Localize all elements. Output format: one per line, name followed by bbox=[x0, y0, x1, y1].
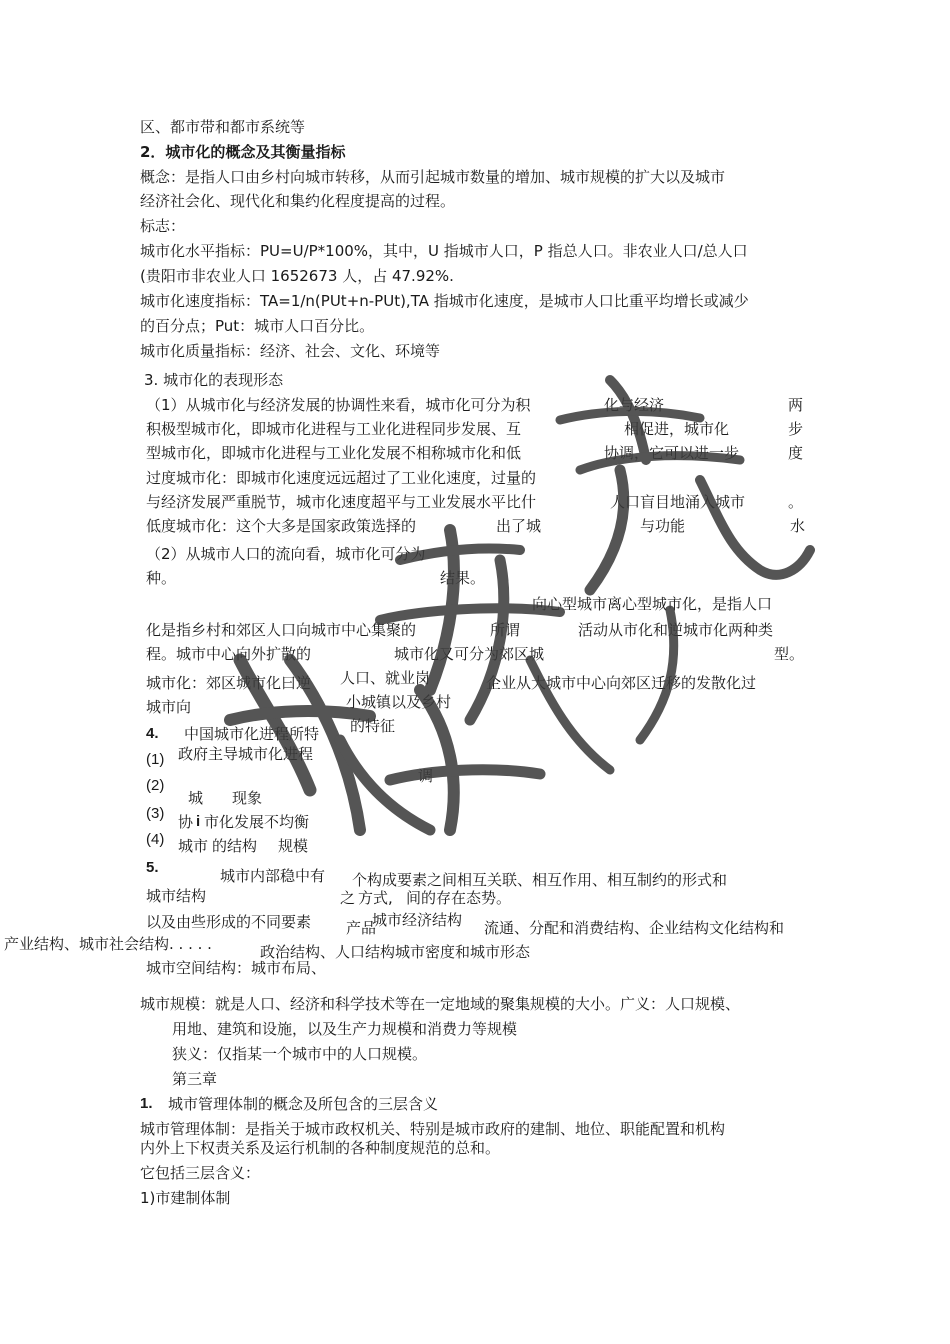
text-fragment: 之 bbox=[340, 889, 356, 907]
list-marker: (1) bbox=[146, 751, 165, 768]
text-fragment: 结果。 bbox=[440, 569, 486, 587]
text-line: 化是指乡村和郊区人口向城市中心集聚的 bbox=[146, 621, 417, 639]
text-line: 内外上下权责关系及运行机制的各种制度规范的总和。 bbox=[140, 1139, 501, 1157]
text-fragment: 人口盲目地涌入城市 bbox=[610, 493, 746, 511]
text-fragment: 水 bbox=[790, 517, 806, 535]
text-fragment: 型。 bbox=[774, 645, 805, 663]
text-line: 低度城市化：这个大多是国家政策选择的 bbox=[146, 517, 417, 535]
text-fragment: 协调，它可以进一步 bbox=[604, 444, 740, 462]
text-line: 1)市建制体制 bbox=[140, 1189, 231, 1207]
text-fragment: 人口、就业岗 bbox=[340, 669, 431, 687]
text-line: 标志： bbox=[140, 217, 186, 235]
section-number: 5. bbox=[146, 859, 159, 876]
text-line: 城市化水平指标：PU=U/P*100%，其中，U 指城市人口，P 指总人口。非农业人口/总人口 bbox=[140, 242, 748, 260]
text-fragment: 城市化又可分为郊区城 bbox=[394, 645, 545, 663]
text-line: 经济社会化、现代化和集约化程度提高的过程。 bbox=[140, 192, 456, 210]
text-fragment: 产品 bbox=[346, 919, 377, 937]
text-line: (贵阳市非农业人口 1652673 人，占 47.92%. bbox=[140, 267, 454, 285]
text-fragment: 的结构 bbox=[212, 837, 258, 855]
text-line: （2）从城市人口的流向看，城市化可分为 bbox=[146, 545, 426, 563]
text-line: （1）从城市化与经济发展的协调性来看，城市化可分为积 bbox=[146, 396, 531, 414]
text-line: 型城市化，即城市化进程与工业化发展不相称城市化和低 bbox=[146, 444, 522, 462]
text-line: 政府主导城市化进程 bbox=[178, 745, 314, 763]
section-number: 4. bbox=[146, 725, 159, 742]
text-line: 过度城市化：即城市化速度远远超过了工业化速度，过量的 bbox=[146, 469, 537, 487]
text-fragment: 现象 bbox=[232, 789, 263, 807]
text-line: 狭义：仅指某一个城市中的人口规模。 bbox=[172, 1045, 428, 1063]
text-line: 城市 bbox=[178, 837, 209, 855]
section-heading: 中国城市化进程所特 bbox=[184, 725, 320, 743]
text-line: 积极型城市化，即城市化进程与工业化进程同步发展、互 bbox=[146, 420, 522, 438]
chapter-heading: 第三章 bbox=[172, 1070, 218, 1088]
text-fragment: 规模 bbox=[278, 837, 309, 855]
text-fragment: i bbox=[196, 813, 201, 830]
text-fragment: 所谓 bbox=[490, 621, 521, 639]
text-fragment: 相促进，城市化 bbox=[624, 420, 730, 438]
text-fragment: 。 bbox=[788, 493, 804, 511]
text-line: 政治结构、人口结构城市密度和城市形态 bbox=[260, 943, 531, 961]
text-line: 城 bbox=[188, 789, 204, 807]
text-fragment: 活动从市化和逆城市化两种类 bbox=[578, 621, 774, 639]
text-fragment: 出了城 bbox=[496, 517, 542, 535]
text-line: 以及由些形成的不同要素 bbox=[146, 913, 312, 931]
text-fragment: 间的存在态势。 bbox=[406, 889, 512, 907]
text-fragment: 度 bbox=[788, 444, 804, 462]
text-fragment: 步 bbox=[788, 420, 804, 438]
text-line: 城市内部稳中有 bbox=[220, 867, 326, 885]
section-heading: 城市管理体制的概念及所包含的三层含义 bbox=[168, 1095, 439, 1113]
section-heading: 3. 城市化的表现形态 bbox=[144, 371, 284, 389]
text-line: 产业结构、城市社会结构. . . . . bbox=[4, 935, 212, 953]
text-line: 城市管理体制：是指关于城市政权机关、特别是城市政府的建制、地位、职能配置和机构 bbox=[140, 1120, 726, 1138]
text-line: 城市结构 bbox=[146, 887, 207, 905]
text-fragment: 小城镇以及乡村 bbox=[346, 693, 452, 711]
list-marker: (3) bbox=[146, 805, 165, 822]
text-fragment: 向心型城市离心型城市化，是指人口 bbox=[532, 595, 773, 613]
text-fragment: 化与经济 bbox=[604, 396, 665, 414]
text-line: 程。城市中心向外扩散的 bbox=[146, 645, 312, 663]
text-line: 城市化：郊区城市化曰逆 bbox=[146, 674, 312, 692]
section-number: 1. bbox=[140, 1095, 153, 1112]
text-line: 城市化速度指标：TA=1/n(PUt+n-PUt),TA 指城市化速度，是城市人口比重平均增长或减少 bbox=[140, 292, 749, 310]
text-line: 的百分点；Put：城市人口百分比。 bbox=[140, 317, 375, 335]
text-line: 用地、建筑和设施，以及生产力规模和消费力等规模 bbox=[172, 1020, 518, 1038]
text-fragment: 调 bbox=[418, 767, 434, 785]
text-line: 城市化质量指标：经济、社会、文化、环境等 bbox=[140, 342, 441, 360]
text-line: 城市空间结构：城市布局、 bbox=[146, 959, 327, 977]
list-marker: (4) bbox=[146, 831, 165, 848]
text-fragment: 城市经济结构 bbox=[372, 911, 463, 929]
text-fragment: 企业从大城市中心向郊区迁移的发散化过 bbox=[486, 674, 757, 692]
list-marker: (2) bbox=[146, 777, 165, 794]
text-line: 城市向 bbox=[146, 698, 192, 716]
text-line: 它包括三层含义： bbox=[140, 1164, 261, 1182]
text-line: 概念：是指人口由乡村向城市转移，从而引起城市数量的增加、城市规模的扩大以及城市 bbox=[140, 168, 726, 186]
text-fragment: 方式, bbox=[358, 889, 393, 907]
text-fragment: 的特征 bbox=[350, 717, 396, 735]
text-fragment: 市化发展不均衡 bbox=[204, 813, 310, 831]
text-line: 区、都市带和都市系统等 bbox=[140, 118, 306, 136]
text-line: 协 bbox=[178, 813, 194, 831]
text-line: 流通、分配和消费结构、企业结构文化结构和 bbox=[484, 919, 785, 937]
text-line: 与经济发展严重脱节，城市化速度超平与工业发展水平比什 bbox=[146, 493, 537, 511]
text-line: 个构成要素之间相互关联、相互作用、相互制约的形式和 bbox=[352, 871, 728, 889]
text-line: 城市规模：就是人口、经济和科学技术等在一定地域的聚集规模的大小。广义：人口规模、 bbox=[140, 995, 741, 1013]
section-heading: 2．城市化的概念及其衡量指标 bbox=[140, 143, 346, 161]
text-fragment: 两 bbox=[788, 396, 804, 414]
text-fragment: 与功能 bbox=[640, 517, 686, 535]
text-line: 种。 bbox=[146, 569, 177, 587]
